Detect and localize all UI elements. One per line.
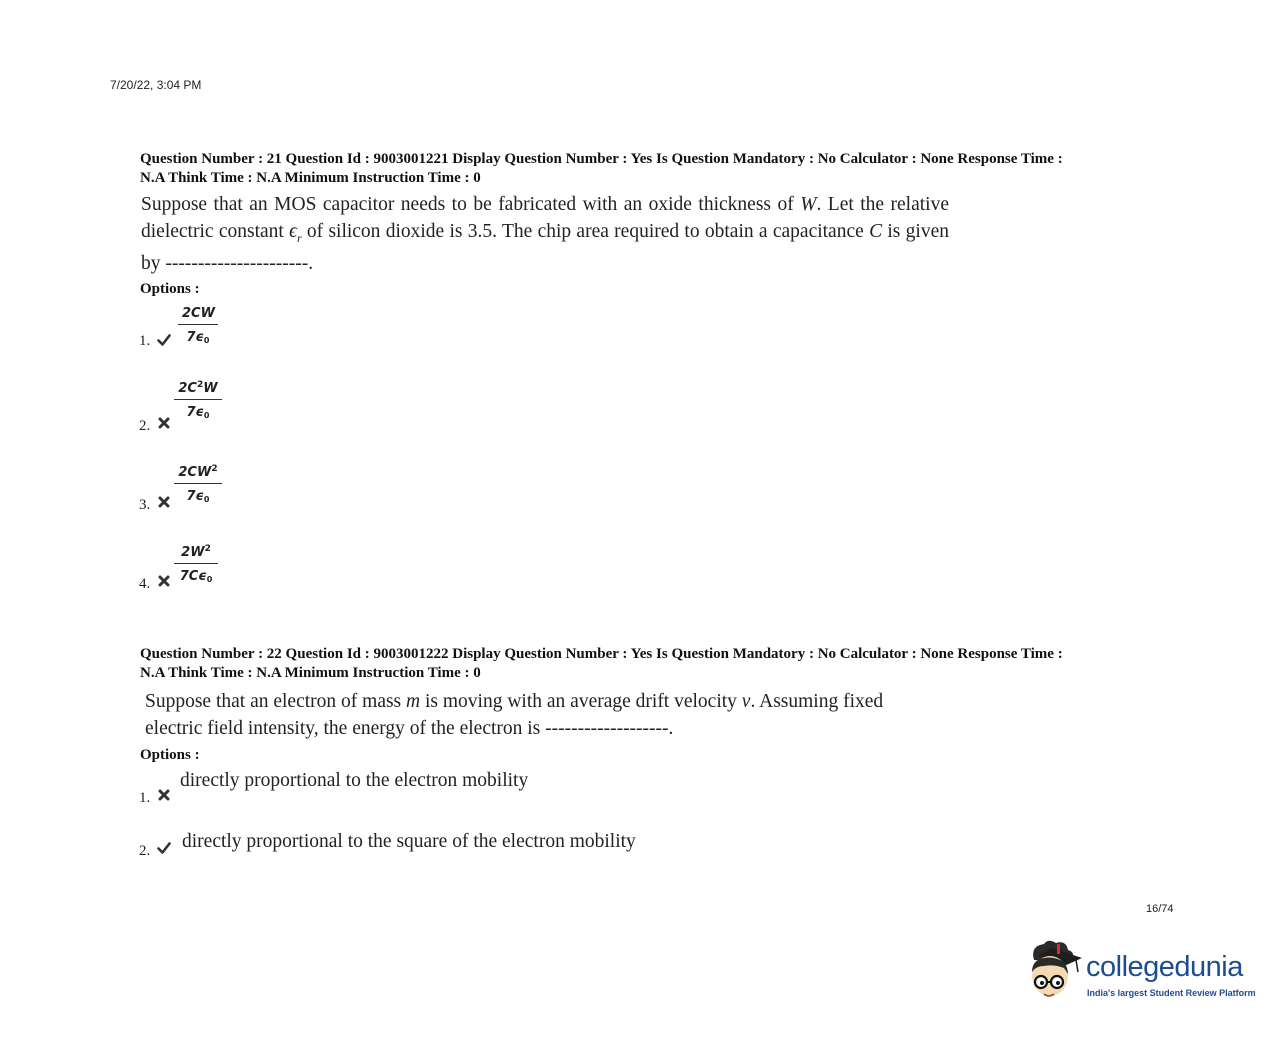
cross-icon	[157, 495, 171, 509]
q21-var-epsilon-sub: r	[296, 230, 302, 245]
q21-text-part: Suppose that an MOS capacitor needs to be fabricated with an oxide thickness of	[141, 194, 801, 215]
q21-option-number: 1.	[139, 333, 151, 349]
q22-var-v: v	[741, 691, 751, 712]
q22-text-line1: Suppose that an electron of mass m is moving with an average drift velocity v. Assuming fixed	[145, 691, 884, 712]
q21-option-3-formula: $\frac{2CW^2}{7\epsilon_0}$	[174, 464, 222, 504]
q21-meta-line2: N.A Think Time : N.A Minimum Instruction Time : 0	[140, 169, 481, 186]
q21-meta-line1: Question Number : 21 Question Id : 9003001221 Display Question Number : Yes Is Question Mandatory : No Calculator : None Response Time :	[140, 151, 1063, 167]
q21-option-number: 2.	[139, 418, 151, 434]
q22-option-number: 1.	[139, 790, 151, 806]
check-icon	[157, 841, 171, 855]
q21-var-epsilon: ϵ	[289, 220, 297, 242]
cross-icon	[157, 788, 171, 802]
q22-question-text	[145, 689, 960, 742]
q21-option-4-formula: $\frac{2W^2}{7C\epsilon_0}$	[174, 544, 218, 584]
q21-var-w: W	[800, 194, 817, 215]
q22-option-2-text: directly proportional to the square of the electron mobility	[182, 831, 636, 852]
check-icon	[157, 333, 171, 347]
cross-icon	[157, 416, 171, 430]
q21-var-c: C	[869, 220, 883, 242]
page-number: 16/74	[1146, 903, 1174, 915]
q21-text-part: . Let the relative dielectric constant	[141, 194, 949, 242]
q21-option-number: 4.	[139, 576, 151, 592]
q22-meta-line2: N.A Think Time : N.A Minimum Instruction Time : 0	[140, 664, 481, 681]
q21-option-2-formula: $\frac{2C^2W}{7\epsilon_0}$	[174, 380, 222, 420]
q22-meta-line1: Question Number : 22 Question Id : 9003001222 Display Question Number : Yes Is Question Mandatory : No Calculator : None Response Time :	[140, 646, 1063, 662]
q22-meta	[140, 645, 1170, 682]
q21-question-text	[141, 192, 949, 277]
q21-option-1-formula: $\frac{2CW}{7\epsilon_0}$	[178, 306, 218, 345]
q21-meta	[140, 150, 1170, 187]
collegedunia-tagline: India's largest Student Review Platform	[1087, 988, 1256, 998]
q21-text-part: of silicon dioxide is 3.5. The chip area required to obtain a capacitance	[301, 220, 870, 242]
collegedunia-mascot-icon	[1024, 938, 1086, 1004]
q22-options-label: Options :	[140, 747, 200, 763]
collegedunia-logo-text: collegedunia	[1086, 951, 1243, 983]
q21-options-label: Options :	[140, 281, 200, 297]
q21-text-part: is given by ----------------------.	[141, 220, 949, 274]
q22-var-m: m	[406, 691, 421, 712]
print-timestamp: 7/20/22, 3:04 PM	[110, 78, 202, 92]
q21-option-number: 3.	[139, 497, 151, 513]
q22-option-number: 2.	[139, 843, 151, 859]
q22-option-1-text: directly proportional to the electron mobility	[180, 770, 529, 791]
cross-icon	[157, 574, 171, 588]
q22-text-line2: electric field intensity, the energy of the electron is -------------------.	[145, 717, 674, 739]
